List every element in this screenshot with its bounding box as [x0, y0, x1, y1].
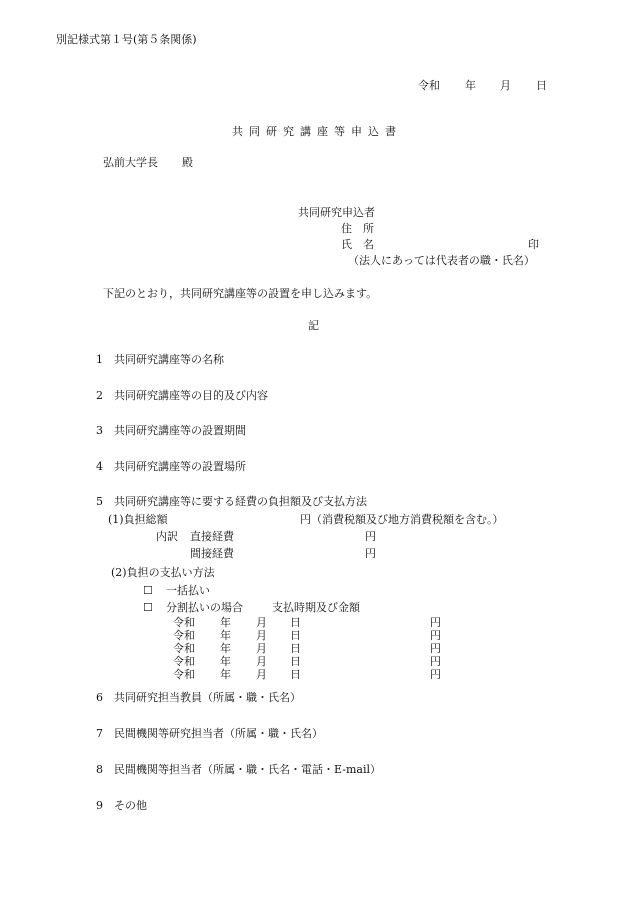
document-title: 共同研究講座等申込書: [232, 125, 402, 138]
total-burden-label: (1)負担総額: [108, 513, 168, 526]
row-month: 月: [256, 616, 267, 629]
item-text: 共同研究講座等の設置期間: [114, 424, 246, 437]
indirect-cost-label: 間接経費: [190, 547, 234, 560]
direct-cost-yen: 円: [365, 530, 376, 543]
date-day: 日: [536, 79, 547, 92]
row-year: 年: [220, 629, 231, 642]
row-month: 月: [256, 629, 267, 642]
ki-heading: 記: [308, 319, 319, 332]
item-number: 7: [96, 727, 103, 740]
row-yen: 円: [430, 629, 441, 642]
addressee-honorific: 殿: [182, 156, 193, 169]
lump-sum-checkbox[interactable]: ☐: [143, 584, 153, 597]
applicant-heading: 共同研究申込者: [298, 206, 375, 219]
indirect-cost-yen: 円: [365, 547, 376, 560]
row-yen: 円: [430, 642, 441, 655]
row-day: 日: [290, 655, 301, 668]
row-year: 年: [220, 616, 231, 629]
item-number: 6: [96, 691, 103, 704]
item-number: 3: [96, 424, 103, 437]
row-day: 日: [290, 629, 301, 642]
payment-method-heading: (2)負担の支払い方法: [111, 566, 215, 579]
item-number: 2: [96, 389, 103, 402]
row-month: 月: [256, 668, 267, 681]
date-month: 月: [500, 79, 511, 92]
row-day: 日: [290, 668, 301, 681]
item-text: 共同研究講座等の設置場所: [114, 460, 246, 473]
name-label: 氏 名: [341, 238, 374, 251]
item-number: 5: [96, 495, 103, 508]
item-number: 9: [96, 799, 103, 812]
intro-text: 下記のとおり，共同研究講座等の設置を申し込みます。: [103, 287, 378, 300]
schedule-label: 支払時期及び金額: [272, 601, 360, 614]
row-day: 日: [290, 616, 301, 629]
item-text: 共同研究講座等の名称: [114, 353, 224, 366]
row-year: 年: [220, 642, 231, 655]
item-text: 共同研究講座等の目的及び内容: [114, 389, 268, 402]
item-text: その他: [114, 799, 147, 812]
row-yen: 円: [430, 655, 441, 668]
direct-cost-label: 直接経費: [190, 530, 234, 543]
row-yen: 円: [430, 616, 441, 629]
row-yen: 円: [430, 668, 441, 681]
seal-mark: 印: [528, 238, 539, 251]
address-label: 住 所: [341, 222, 374, 235]
installments-checkbox[interactable]: ☐: [143, 601, 153, 614]
row-month: 月: [256, 642, 267, 655]
item-number: 8: [96, 763, 103, 776]
item-text: 共同研究講座等に要する経費の負担額及び支払方法: [114, 495, 367, 508]
total-burden-yen: 円（消費税額及び地方消費税額を含む。）: [300, 513, 504, 526]
row-day: 日: [290, 642, 301, 655]
item-text: 共同研究担当教員（所属・職・氏名）: [114, 691, 301, 704]
row-era: 令和: [173, 668, 195, 681]
item-number: 1: [96, 353, 103, 366]
row-era: 令和: [173, 616, 195, 629]
row-era: 令和: [173, 642, 195, 655]
item-number: 4: [96, 460, 103, 473]
row-era: 令和: [173, 655, 195, 668]
row-month: 月: [256, 655, 267, 668]
form-reference: 別記様式第１号(第５条関係): [56, 33, 197, 46]
row-year: 年: [220, 655, 231, 668]
breakdown-label: 内訳: [156, 530, 178, 543]
row-era: 令和: [173, 629, 195, 642]
date-year: 年: [465, 79, 476, 92]
row-year: 年: [220, 668, 231, 681]
installments-label: 分割払いの場合: [166, 601, 243, 614]
date-era: 令和: [418, 79, 440, 92]
corporate-note: （法人にあっては代表者の職・氏名）: [348, 254, 535, 267]
item-text: 民間機関等研究担当者（所属・職・氏名）: [114, 727, 323, 740]
item-text: 民間機関等担当者（所属・職・氏名・電話・E-mail）: [114, 763, 381, 776]
addressee-name: 弘前大学長: [103, 156, 158, 169]
lump-sum-label: 一括払い: [166, 584, 210, 597]
